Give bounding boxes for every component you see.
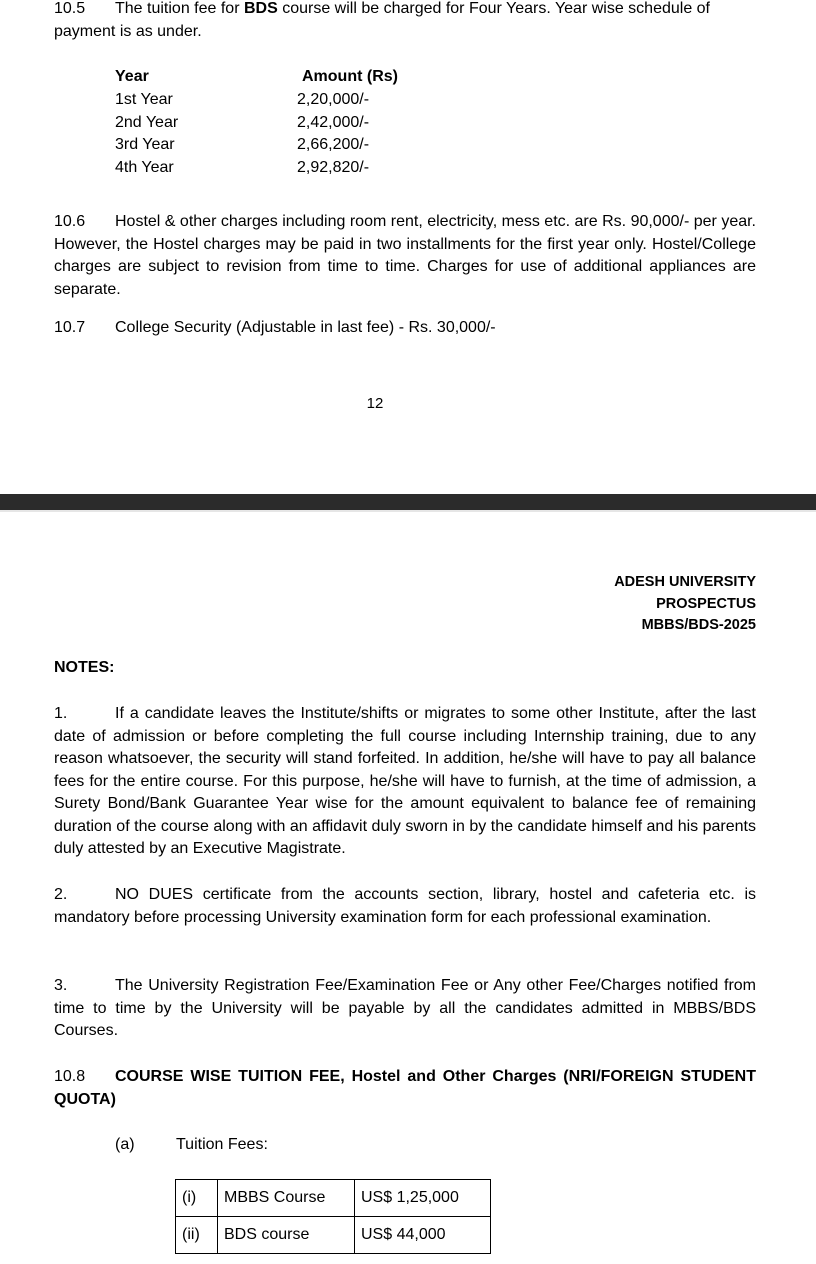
section-10-8 [54, 1066, 756, 1111]
schedule-amount: 2,42,000/- [297, 114, 370, 131]
note-item [54, 703, 756, 861]
note-number: 2. [54, 886, 68, 903]
table-row [176, 1180, 491, 1217]
header-course-year: MBBS/BDS-2025 [641, 617, 756, 633]
page-number: 12 [366, 395, 384, 412]
section-10-7 [54, 317, 756, 340]
section-bold-text: BDS [243, 0, 278, 17]
note-text: If a candidate leaves the Institute/shifts or migrates to some other Institute, after the last date of admission or before completing the full course including Internship training, due to any reason whatsoever, the security will stand forfeited. In addition, he/she will have to pay all balance fees for the entire course. For this purpose, he/she will have to furnish, at the time of admission, a Surety Bond/Bank Guarantee Year wise for the amount equivalent to balance fee of remaining duration of the course along with an affidavit duly sworn in by the candidate himself and his parents duly attested by an Executive Magistrate. [54, 705, 756, 857]
section-10-6 [54, 211, 756, 301]
schedule-amount: 2,20,000/- [297, 91, 370, 108]
note-text: The University Registration Fee/Examination Fee or Any other Fee/Charges notified from time to time by the University will be payable by all the candidates admitted in MBBS/BDS Courses. [54, 977, 756, 1039]
note-item [54, 975, 756, 1043]
schedule-amount: 2,66,200/- [297, 136, 370, 153]
fee-index: (ii) [176, 1217, 218, 1254]
section-text: Hostel & other charges including room rent, electricity, mess etc. are Rs. 90,000/- per year. However, the Hostel charges may be paid in two installments for the first year only. Hostel/College charges are subject to revision from time to time. Charges for use of additional appliances are separate. [54, 213, 756, 298]
note-text: NO DUES certificate from the accounts section, library, hostel and cafeteria etc. is mandatory before processing University examination form for each professional examination. [54, 886, 756, 926]
fee-course: MBBS Course [218, 1180, 355, 1217]
fee-amount: US$ 44,000 [355, 1217, 491, 1254]
schedule-amount: 2,92,820/- [297, 159, 370, 176]
schedule-year: 2nd Year [115, 114, 179, 131]
section-text: The tuition fee for [115, 0, 244, 17]
tuition-fee-table [175, 1179, 491, 1254]
table-row [176, 1217, 491, 1254]
document-header [614, 572, 756, 637]
header-university: ADESH UNIVERSITY [614, 574, 756, 590]
notes-title: NOTES: [54, 659, 115, 676]
fee-index: (i) [176, 1180, 218, 1217]
page-separator [0, 494, 816, 510]
note-item [54, 884, 756, 929]
section-text-cont: course will be charged for Four Years. Year wise schedule of [277, 0, 710, 17]
subsection-a-label: (a) [115, 1136, 135, 1153]
note-number: 3. [54, 977, 68, 994]
section-number: 10.8 [54, 1068, 86, 1085]
schedule-year: 4th Year [115, 159, 174, 176]
page-separator-edge [0, 510, 816, 512]
schedule-year-header: Year [115, 68, 149, 85]
schedule-year: 3rd Year [115, 136, 175, 153]
note-number: 1. [54, 705, 68, 722]
schedule-year: 1st Year [115, 91, 173, 108]
header-prospectus: PROSPECTUS [656, 595, 756, 612]
section-text: College Security (Adjustable in last fee) - Rs. 30,000/- [115, 319, 496, 336]
section-number: 10.5 [54, 0, 86, 17]
section-number: 10.7 [54, 319, 86, 336]
section-number: 10.6 [54, 213, 86, 230]
section-10-5 [54, 0, 756, 43]
subsection-a-title: Tuition Fees: [176, 1136, 268, 1153]
section-title: COURSE WISE TUITION FEE, Hostel and Other Charges (NRI/FOREIGN STUDENT QUOTA) [54, 1068, 756, 1108]
fee-amount: US$ 1,25,000 [355, 1180, 491, 1217]
fee-course: BDS course [218, 1217, 355, 1254]
schedule-amount-header: Amount (Rs) [302, 68, 398, 85]
section-text-line2: payment is as under. [54, 22, 202, 40]
